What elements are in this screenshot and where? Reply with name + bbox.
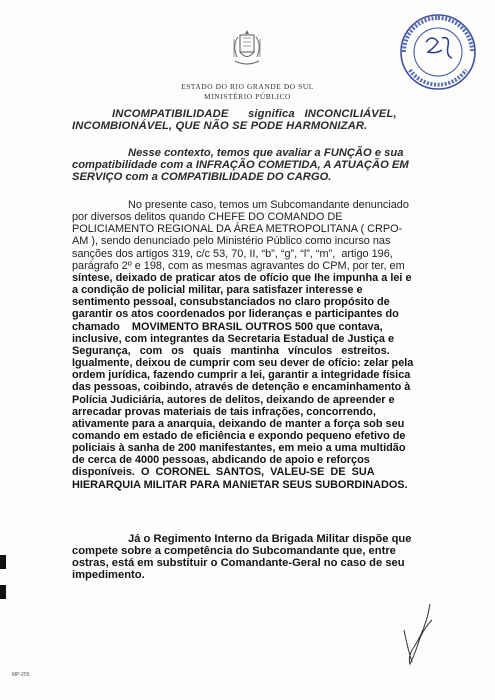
para3-line: das pessoas, coibindo, através de detenção e encaminhamento à (72, 381, 411, 394)
para3-line: Igualmente, deixou de cumprir com seu dever de ofício: zelar pela (72, 357, 414, 370)
court-stamp-icon (398, 12, 478, 92)
para1-line2: INCOMBIONÁVEL, QUE NÃO SE PODE HARMONIZAR. (72, 120, 368, 133)
para3-line: ordem jurídica, fazendo cumprir a lei, garantir a integridade física (72, 369, 411, 382)
para3-line: No presente caso, temos um Subcomandante denunciado (128, 199, 409, 211)
para-regimento (72, 533, 434, 582)
para3-line: garantir os atos coordenados por lideranças e participantes do (72, 308, 399, 321)
para2-line2: compatibilidade com a INFRAÇÃO COMETIDA, A ATUAÇÃO EM (72, 159, 409, 172)
para3-line: arrecadar provas materiais de tais infrações, concorrendo, (72, 405, 376, 418)
para4-line: Já o Regimento Interno da Brigada Militar dispõe que (128, 533, 412, 545)
para3-line: Polícia Judiciária, autores de delitos, deixando de apreender e (72, 393, 395, 406)
para3-line: disponíveis. O CORONEL SANTOS, VALEU-SE DE SUA (72, 466, 375, 479)
signature-icon (382, 600, 442, 670)
para3-line: a condição de policial militar, para satisfazer interesse e (72, 284, 363, 297)
scan-mark (0, 585, 6, 599)
para-contexto (72, 147, 434, 183)
para-incompatibilidade (72, 108, 434, 132)
para3-line: inclusive, com integrantes da Secretaria Estadual de Justiça e (72, 332, 395, 345)
para4-line: compete sobre a competência do Subcomandante que, entre (72, 545, 396, 558)
para3-line: Segurança, com os quais mantinha vínculos estreitos. (72, 344, 390, 357)
para2-line3: SERVIÇO com a COMPATIBILIDADE DO CARGO. (72, 171, 332, 184)
scan-mark (0, 555, 6, 569)
para3-line: parágrafo 2º e 198, com as mesmas agravantes do CPM, por ter, em (72, 259, 405, 272)
para3-line: HIERARQUIA MILITAR PARA MANIETAR SEUS SUBORDINADOS. (72, 478, 408, 491)
para3-line: síntese, deixado de praticar atos de ofício que Ihe impunha a lei e (72, 271, 412, 284)
coat-of-arms-icon (229, 27, 265, 69)
para3-line: sentimento pessoal, consubstanciados no claro propósito de (72, 296, 390, 309)
para4-line: impedimento. (72, 569, 145, 582)
para3-line: chamado MOVIMENTO BRASIL OUTROS 500 que contava, (72, 320, 383, 333)
para3-line: policiais à sanha de 200 manifestantes, em meio a uma multidão (72, 442, 406, 455)
para3-line: POLICIAMENTO REGIONAL DA ÁREA METROPOLITANA ( CRPO- (72, 223, 403, 236)
para3-line: por diversos delitos quando CHEFE DO COMANDO DE (72, 211, 343, 224)
para3-line: AM ), sendo denunciado pelo Ministério Público como incurso nas (72, 235, 391, 248)
para3-line: ativamente para a anarquia, deixando de manter a força sob seu (72, 417, 405, 430)
footer-code: MP-255 (12, 672, 30, 678)
para3-line: sanções dos artigos 319, c/c 53, 70, II, “b”, “g”, “l”, “m”, artigo 196, (72, 247, 393, 260)
header-ministry: MINISTÉRIO PÚBLICO (204, 92, 291, 101)
header-state: ESTADO DO RIO GRANDE DO SUL (181, 82, 314, 91)
para1-line1: INCOMPATIBILIDADE significa INCONCILIÁVEL, (112, 108, 397, 120)
para3-line: comando em estado de eficiência e expondo pequeno efetivo de (72, 429, 406, 442)
para2-line1: Nesse contexto, temos que avaliar a FUNÇÃO e sua (128, 147, 404, 159)
para-presente-caso (72, 199, 434, 491)
para3-line: de cerca de 4000 pessoas, abdicando de apoio e reforços (72, 454, 370, 467)
para4-line: ostras, está em substituir o Comandante-Geral no caso de seu (72, 557, 405, 570)
